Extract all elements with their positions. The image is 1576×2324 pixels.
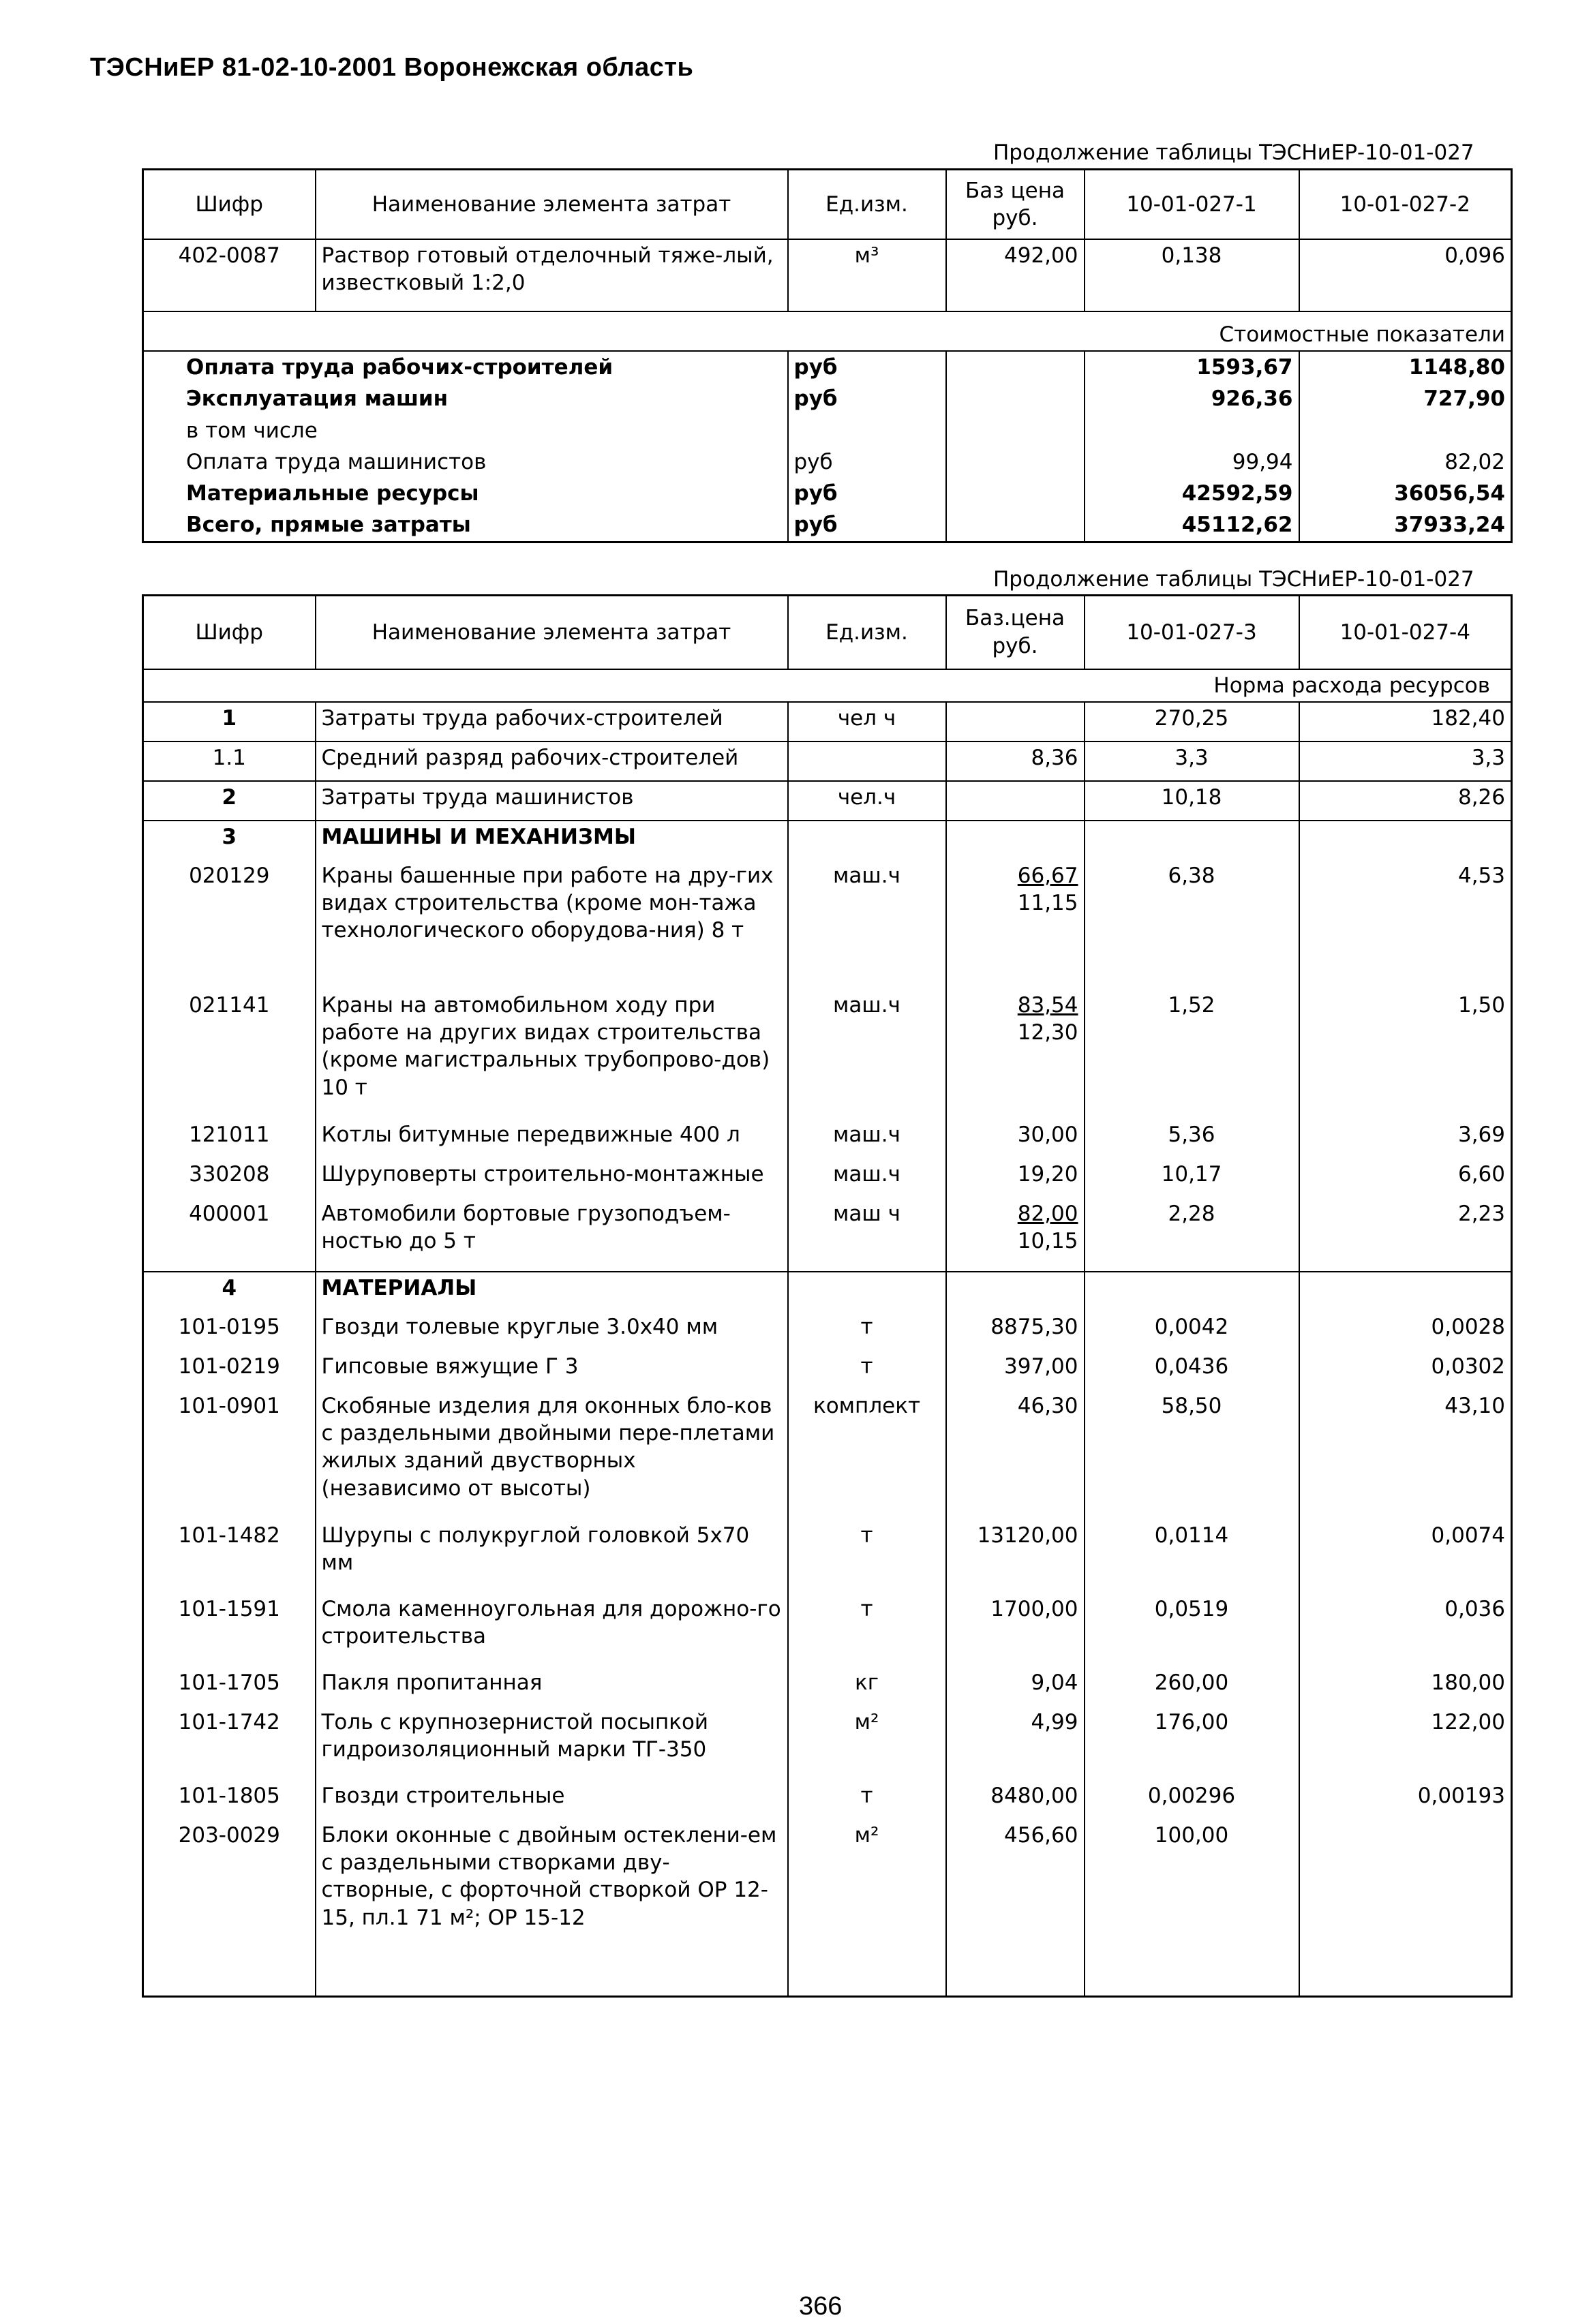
row-value-1: 270,25 bbox=[1085, 702, 1299, 741]
row-name: Затраты труда рабочих-строителей bbox=[316, 702, 788, 741]
table-row bbox=[143, 990, 1512, 1119]
row-price-main: 8480,00 bbox=[990, 1783, 1078, 1808]
row-unit: маш.ч bbox=[788, 1159, 946, 1198]
row-code: 101-1805 bbox=[143, 1780, 316, 1820]
row-price-main: 9,04 bbox=[1031, 1670, 1078, 1695]
row-value-2: 4,53 bbox=[1299, 860, 1512, 990]
row-value-1: 58,50 bbox=[1085, 1390, 1299, 1520]
row-name: Краны башенные при работе на дру-гих видах строительства (кроме мон-тажа технологического оборудова-ния) 8 т bbox=[316, 860, 788, 990]
row-value-2: 1,50 bbox=[1299, 990, 1512, 1119]
row-code: 101-1482 bbox=[143, 1520, 316, 1593]
row-value-1: 6,38 bbox=[1085, 860, 1299, 990]
table-row bbox=[143, 383, 1512, 414]
row-price-main: 83,54 bbox=[1017, 992, 1078, 1018]
table-row bbox=[143, 1311, 1512, 1351]
header-unit: Ед.изм. bbox=[788, 596, 946, 669]
row-value-1: 0,0519 bbox=[1085, 1593, 1299, 1667]
row-unit: м² bbox=[788, 1707, 946, 1780]
row-unit: комплект bbox=[788, 1390, 946, 1520]
row-price-main: 1700,00 bbox=[990, 1596, 1078, 1621]
row-value-1: 260,00 bbox=[1085, 1667, 1299, 1707]
table2-header-row bbox=[143, 596, 1512, 669]
row-value-2: 0,036 bbox=[1299, 1593, 1512, 1667]
row-price-main: 8875,30 bbox=[990, 1314, 1078, 1339]
row-value-1: 0,138 bbox=[1085, 239, 1299, 311]
table-row bbox=[143, 1593, 1512, 1667]
row-code: 101-1705 bbox=[143, 1667, 316, 1707]
row-price bbox=[946, 1119, 1085, 1159]
row-unit: м³ bbox=[788, 239, 946, 311]
table-filler bbox=[143, 1949, 1512, 1997]
row-name: Эксплуатация машин bbox=[143, 383, 788, 414]
row-name: Гвозди толевые круглые 3.0х40 мм bbox=[316, 1311, 788, 1351]
row-name: Средний разряд рабочих-строителей bbox=[316, 741, 788, 781]
row-name: Материальные ресурсы bbox=[143, 478, 788, 509]
row-unit: руб bbox=[788, 351, 946, 383]
table-row bbox=[143, 860, 1512, 990]
cost-rows bbox=[143, 351, 1512, 542]
row-price bbox=[946, 1520, 1085, 1593]
header-code: Шифр bbox=[143, 596, 316, 669]
row-unit bbox=[788, 1272, 946, 1311]
header-col-3: 10-01-027-3 bbox=[1085, 596, 1299, 669]
header-col-4: 10-01-027-4 bbox=[1299, 596, 1512, 669]
row-name: Смола каменноугольная для дорожно-го строительства bbox=[316, 1593, 788, 1667]
row-value-2: 3,69 bbox=[1299, 1119, 1512, 1159]
row-value-1: 10,18 bbox=[1085, 781, 1299, 821]
row-name: Котлы битумные передвижные 400 л bbox=[316, 1119, 788, 1159]
table-row bbox=[143, 1520, 1512, 1593]
row-value-2: 37933,24 bbox=[1299, 509, 1512, 542]
cost-table-2 bbox=[142, 594, 1513, 1998]
table-row bbox=[143, 1780, 1512, 1820]
row-unit: маш.ч bbox=[788, 1119, 946, 1159]
table-row bbox=[143, 415, 1512, 446]
row-value-2: 0,096 bbox=[1299, 239, 1512, 311]
row-value-2: 82,02 bbox=[1299, 446, 1512, 478]
table-row bbox=[143, 1667, 1512, 1707]
header-price: Баз.цена руб. bbox=[946, 596, 1085, 669]
row-code: 101-0195 bbox=[143, 1311, 316, 1351]
row-name: Блоки оконные с двойным остеклени-ем с раздельными створками дву-створные, с форточной створкой ОР 12-15, пл.1 71 м²; ОР 15-12 bbox=[316, 1820, 788, 1949]
header-col-2: 10-01-027-2 bbox=[1299, 170, 1512, 240]
row-unit: чел.ч bbox=[788, 781, 946, 821]
row-code: 3 bbox=[143, 821, 316, 860]
row-value-2: 6,60 bbox=[1299, 1159, 1512, 1198]
row-name: Шуруповерты строительно-монтажные bbox=[316, 1159, 788, 1198]
row-value-2: 180,00 bbox=[1299, 1667, 1512, 1707]
header-name: Наименование элемента затрат bbox=[316, 170, 788, 240]
table1-header-row bbox=[143, 170, 1512, 240]
row-price-main: 82,00 bbox=[1017, 1201, 1078, 1226]
table-row bbox=[143, 702, 1512, 741]
row-price bbox=[946, 990, 1085, 1119]
table-row bbox=[143, 1820, 1512, 1949]
row-price bbox=[946, 1667, 1085, 1707]
row-value-2: 8,26 bbox=[1299, 781, 1512, 821]
row-value-2 bbox=[1299, 415, 1512, 446]
row-unit: т bbox=[788, 1520, 946, 1593]
table-row bbox=[143, 351, 1512, 383]
row-unit: руб bbox=[788, 446, 946, 478]
row-price-secondary: 12,30 bbox=[1017, 1020, 1078, 1045]
section-row bbox=[143, 669, 1512, 702]
document-title: ТЭСНиЕР 81-02-10-2001 Воронежская область bbox=[90, 53, 694, 82]
row-code: 021141 bbox=[143, 990, 316, 1119]
table-row bbox=[143, 1390, 1512, 1520]
row-price-main: 456,60 bbox=[1004, 1822, 1078, 1848]
row-name: Раствор готовый отделочный тяже-лый, известковый 1:2,0 bbox=[316, 239, 788, 311]
row-name: Толь с крупнозернистой посыпкой гидроизоляционный марки ТГ-350 bbox=[316, 1707, 788, 1780]
row-value-1: 10,17 bbox=[1085, 1159, 1299, 1198]
row-unit: т bbox=[788, 1780, 946, 1820]
row-value-2: 0,0302 bbox=[1299, 1351, 1512, 1390]
table-row bbox=[143, 781, 1512, 821]
table-row bbox=[143, 239, 1512, 311]
row-price bbox=[946, 1780, 1085, 1820]
row-value-2: 43,10 bbox=[1299, 1390, 1512, 1520]
row-name: Оплата труда рабочих-строителей bbox=[143, 351, 788, 383]
row-value-2: 727,90 bbox=[1299, 383, 1512, 414]
row-value-2: 0,00193 bbox=[1299, 1780, 1512, 1820]
row-value-1: 0,0114 bbox=[1085, 1520, 1299, 1593]
row-unit bbox=[788, 415, 946, 446]
row-price bbox=[946, 1707, 1085, 1780]
row-unit: маш ч bbox=[788, 1198, 946, 1272]
row-code: 020129 bbox=[143, 860, 316, 990]
row-price bbox=[946, 1390, 1085, 1520]
row-price bbox=[946, 1272, 1085, 1311]
row-name: Шурупы с полукруглой головкой 5х70 мм bbox=[316, 1520, 788, 1593]
row-value-1: 0,00296 bbox=[1085, 1780, 1299, 1820]
row-value-2: 3,3 bbox=[1299, 741, 1512, 781]
row-price bbox=[946, 781, 1085, 821]
row-value-1 bbox=[1085, 821, 1299, 860]
header-col-1: 10-01-027-1 bbox=[1085, 170, 1299, 240]
row-price-main: 13120,00 bbox=[977, 1523, 1078, 1548]
row-name: Скобяные изделия для оконных бло-ков с раздельными двойными пере-плетами жилых зданий двустворных (независимо от высоты) bbox=[316, 1390, 788, 1520]
row-name: Гвозди строительные bbox=[316, 1780, 788, 1820]
row-name: Краны на автомобильном ходу при работе на других видах строительства (кроме магистральных трубопрово-дов) 10 т bbox=[316, 990, 788, 1119]
header-unit: Ед.изм. bbox=[788, 170, 946, 240]
row-price-main: 19,20 bbox=[1017, 1161, 1078, 1187]
row-value-1: 926,36 bbox=[1085, 383, 1299, 414]
row-name: Пакля пропитанная bbox=[316, 1667, 788, 1707]
resource-rows bbox=[143, 702, 1512, 1949]
section-label: Норма расхода ресурсов bbox=[143, 669, 1512, 702]
row-value-2 bbox=[1299, 1820, 1512, 1949]
row-value-1: 1593,67 bbox=[1085, 351, 1299, 383]
table-row bbox=[143, 1198, 1512, 1272]
row-unit: м² bbox=[788, 1820, 946, 1949]
table2-continuation-label: Продолжение таблицы ТЭСНиЕР-10-01-027 bbox=[993, 567, 1474, 592]
row-unit: маш.ч bbox=[788, 990, 946, 1119]
cost-table-1 bbox=[142, 168, 1513, 543]
header-name: Наименование элемента затрат bbox=[316, 596, 788, 669]
row-name: Гипсовые вяжущие Г 3 bbox=[316, 1351, 788, 1390]
table-row bbox=[143, 1351, 1512, 1390]
row-code: 101-1742 bbox=[143, 1707, 316, 1780]
table-row bbox=[143, 509, 1512, 542]
row-value-2: 0,0028 bbox=[1299, 1311, 1512, 1351]
row-unit: маш.ч bbox=[788, 860, 946, 990]
header-code: Шифр bbox=[143, 170, 316, 240]
row-unit: руб bbox=[788, 383, 946, 414]
table-row bbox=[143, 446, 1512, 478]
table-row bbox=[143, 1119, 1512, 1159]
row-price-main: 30,00 bbox=[1017, 1122, 1078, 1147]
section-label: Стоимостные показатели bbox=[143, 311, 1512, 351]
row-price bbox=[946, 860, 1085, 990]
row-value-1 bbox=[1085, 1272, 1299, 1311]
row-price bbox=[946, 1820, 1085, 1949]
row-code: 101-0901 bbox=[143, 1390, 316, 1520]
row-value-2: 182,40 bbox=[1299, 702, 1512, 741]
table-row bbox=[143, 1159, 1512, 1198]
row-price-main: 66,67 bbox=[1017, 863, 1078, 888]
row-code: 203-0029 bbox=[143, 1820, 316, 1949]
section-row bbox=[143, 311, 1512, 351]
row-unit bbox=[788, 821, 946, 860]
row-price-secondary: 10,15 bbox=[1017, 1229, 1078, 1254]
table1-continuation-label: Продолжение таблицы ТЭСНиЕР-10-01-027 bbox=[993, 140, 1474, 165]
row-value-2 bbox=[1299, 821, 1512, 860]
row-price-main: 397,00 bbox=[1004, 1354, 1078, 1379]
row-price-main: 4,99 bbox=[1031, 1709, 1078, 1734]
row-unit bbox=[788, 741, 946, 781]
row-unit: руб bbox=[788, 478, 946, 509]
table-row bbox=[143, 478, 1512, 509]
table-row bbox=[143, 1707, 1512, 1780]
row-value-1: 100,00 bbox=[1085, 1820, 1299, 1949]
row-value-1: 45112,62 bbox=[1085, 509, 1299, 542]
row-unit: т bbox=[788, 1311, 946, 1351]
row-price bbox=[946, 741, 1085, 781]
row-value-1: 3,3 bbox=[1085, 741, 1299, 781]
page-number: 366 bbox=[799, 2292, 843, 2321]
row-code: 400001 bbox=[143, 1198, 316, 1272]
row-value-1: 176,00 bbox=[1085, 1707, 1299, 1780]
row-code: 101-0219 bbox=[143, 1351, 316, 1390]
row-name: в том числе bbox=[143, 415, 788, 446]
row-value-1: 42592,59 bbox=[1085, 478, 1299, 509]
row-value-1 bbox=[1085, 415, 1299, 446]
row-code: 330208 bbox=[143, 1159, 316, 1198]
row-value-2: 36056,54 bbox=[1299, 478, 1512, 509]
header-price: Баз цена руб. bbox=[946, 170, 1085, 240]
row-unit: т bbox=[788, 1593, 946, 1667]
row-price: 492,00 bbox=[946, 239, 1085, 311]
row-price bbox=[946, 702, 1085, 741]
row-value-1: 0,0436 bbox=[1085, 1351, 1299, 1390]
row-price bbox=[946, 821, 1085, 860]
row-value-2: 2,23 bbox=[1299, 1198, 1512, 1272]
row-name: Затраты труда машинистов bbox=[316, 781, 788, 821]
row-value-1: 1,52 bbox=[1085, 990, 1299, 1119]
row-value-2: 0,0074 bbox=[1299, 1520, 1512, 1593]
row-value-1: 99,94 bbox=[1085, 446, 1299, 478]
table-row bbox=[143, 741, 1512, 781]
row-price bbox=[946, 1311, 1085, 1351]
row-code: 1.1 bbox=[143, 741, 316, 781]
row-name: МАТЕРИАЛЫ bbox=[316, 1272, 788, 1311]
row-value-2: 122,00 bbox=[1299, 1707, 1512, 1780]
row-code: 121011 bbox=[143, 1119, 316, 1159]
row-name: Оплата труда машинистов bbox=[143, 446, 788, 478]
row-price-secondary: 11,15 bbox=[1017, 891, 1078, 916]
row-unit: кг bbox=[788, 1667, 946, 1707]
row-price-main: 8,36 bbox=[1031, 745, 1078, 770]
table-row bbox=[143, 1272, 1512, 1311]
row-value-2 bbox=[1299, 1272, 1512, 1311]
row-unit: чел ч bbox=[788, 702, 946, 741]
row-code: 1 bbox=[143, 702, 316, 741]
row-code: 402-0087 bbox=[143, 239, 316, 311]
row-price bbox=[946, 1351, 1085, 1390]
row-price bbox=[946, 1198, 1085, 1272]
row-value-1: 0,0042 bbox=[1085, 1311, 1299, 1351]
row-value-2: 1148,80 bbox=[1299, 351, 1512, 383]
row-unit: т bbox=[788, 1351, 946, 1390]
row-value-1: 5,36 bbox=[1085, 1119, 1299, 1159]
row-unit: руб bbox=[788, 509, 946, 542]
row-price-main: 46,30 bbox=[1017, 1393, 1078, 1418]
row-price bbox=[946, 1593, 1085, 1667]
row-value-1: 2,28 bbox=[1085, 1198, 1299, 1272]
row-code: 101-1591 bbox=[143, 1593, 316, 1667]
row-name: Всего, прямые затраты bbox=[143, 509, 788, 542]
table-row bbox=[143, 821, 1512, 860]
row-code: 4 bbox=[143, 1272, 316, 1311]
row-name: МАШИНЫ И МЕХАНИЗМЫ bbox=[316, 821, 788, 860]
row-code: 2 bbox=[143, 781, 316, 821]
row-name: Автомобили бортовые грузоподъем-ностью до 5 т bbox=[316, 1198, 788, 1272]
row-price bbox=[946, 1159, 1085, 1198]
